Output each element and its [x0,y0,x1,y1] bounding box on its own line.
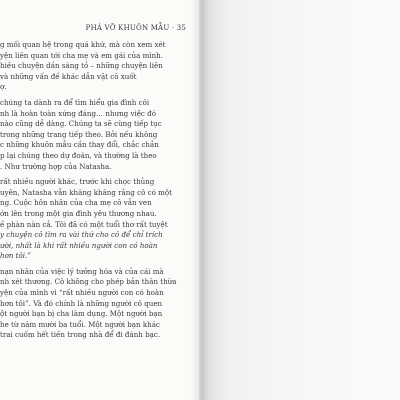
paragraph [0,267,196,341]
text-line: yện liên quan tới cha mẹ và em gái của mình. [0,50,163,60]
text-line: chúng ta dành ra để tìm hiểu gia đình côi [0,97,150,107]
text-line: uyên, Natasha vẫn khăng khăng rằng cô có một [0,187,172,197]
body-text [0,40,196,346]
text-line: y chuyện cô tìm ra vài thứ cho cô để chỉ trích [0,230,163,240]
text-line: ợ. [0,82,7,92]
text-line: trai cuốm hết tiền trong nhà để đi đánh bạc. [0,330,161,340]
text-line: nh xét thương. Cô không cho phép bản thân thừa [0,277,177,287]
text-line: c những khuôn mẫu cần thay đổi, chắc chắn [0,140,159,150]
page-gutter-shadow [190,0,230,400]
text-line: trong những trang tiếp theo. Bởi nếu không [0,129,158,139]
text-line: nào cũng dễ dàng. Chúng ta sẽ cùng tiếp tục [0,119,162,129]
text-line: ười, nhất là khi rất nhiều người con có hoàn [0,240,158,250]
text-line: ng. Cuộc hôn nhân của cha mẹ cô vẫn ven [0,198,152,208]
text-line: và những vấn đề khác dẫn vặt cô xuốt [0,71,137,81]
text-line: hơn tôi.” [0,251,31,261]
text-line: ột người bạn bị cha làm dụng. Một người bạn [0,309,163,319]
text-line: . Như trường hợp của Natasha. [0,161,112,171]
left-page [0,0,199,400]
text-line: nh là hoàn toàn xứng đáng… nhưng việc đó [0,108,156,118]
text-line: nạn nhân của việc lý tưởng hóa và của cái mà [0,266,164,276]
text-line: ề phàn nàn cả. Tôi đã có một tuổi thơ rất tuyệt [0,219,168,229]
text-line: yện của mình vì “rất nhiều người con có hoàn [0,288,164,298]
text-line: hiều chuyện dần sáng tỏ – những chuyện liên [0,61,163,71]
text-line: rất nhiều người khác, trước khi chọc thủng [0,177,155,187]
text-line: hơn tôi”. Và đó chính là những người cô quen [0,298,163,308]
paragraph [0,177,196,262]
text-line: g mối quan hệ trong quá khứ, mà còn xem xét [0,40,166,49]
paragraph [0,40,196,93]
running-head: PHÁ VỠ KHUÔN MẪU · 35 [85,24,186,32]
text-line: he từ năm mười ba tuổi. Một người bạn khác [0,319,160,329]
text-line: p lại chúng theo dự đoán, và thường là theo [0,150,157,160]
text-line: ớn lên trong một gia đình yêu thương nhau. [0,208,157,218]
paragraph [0,98,196,172]
